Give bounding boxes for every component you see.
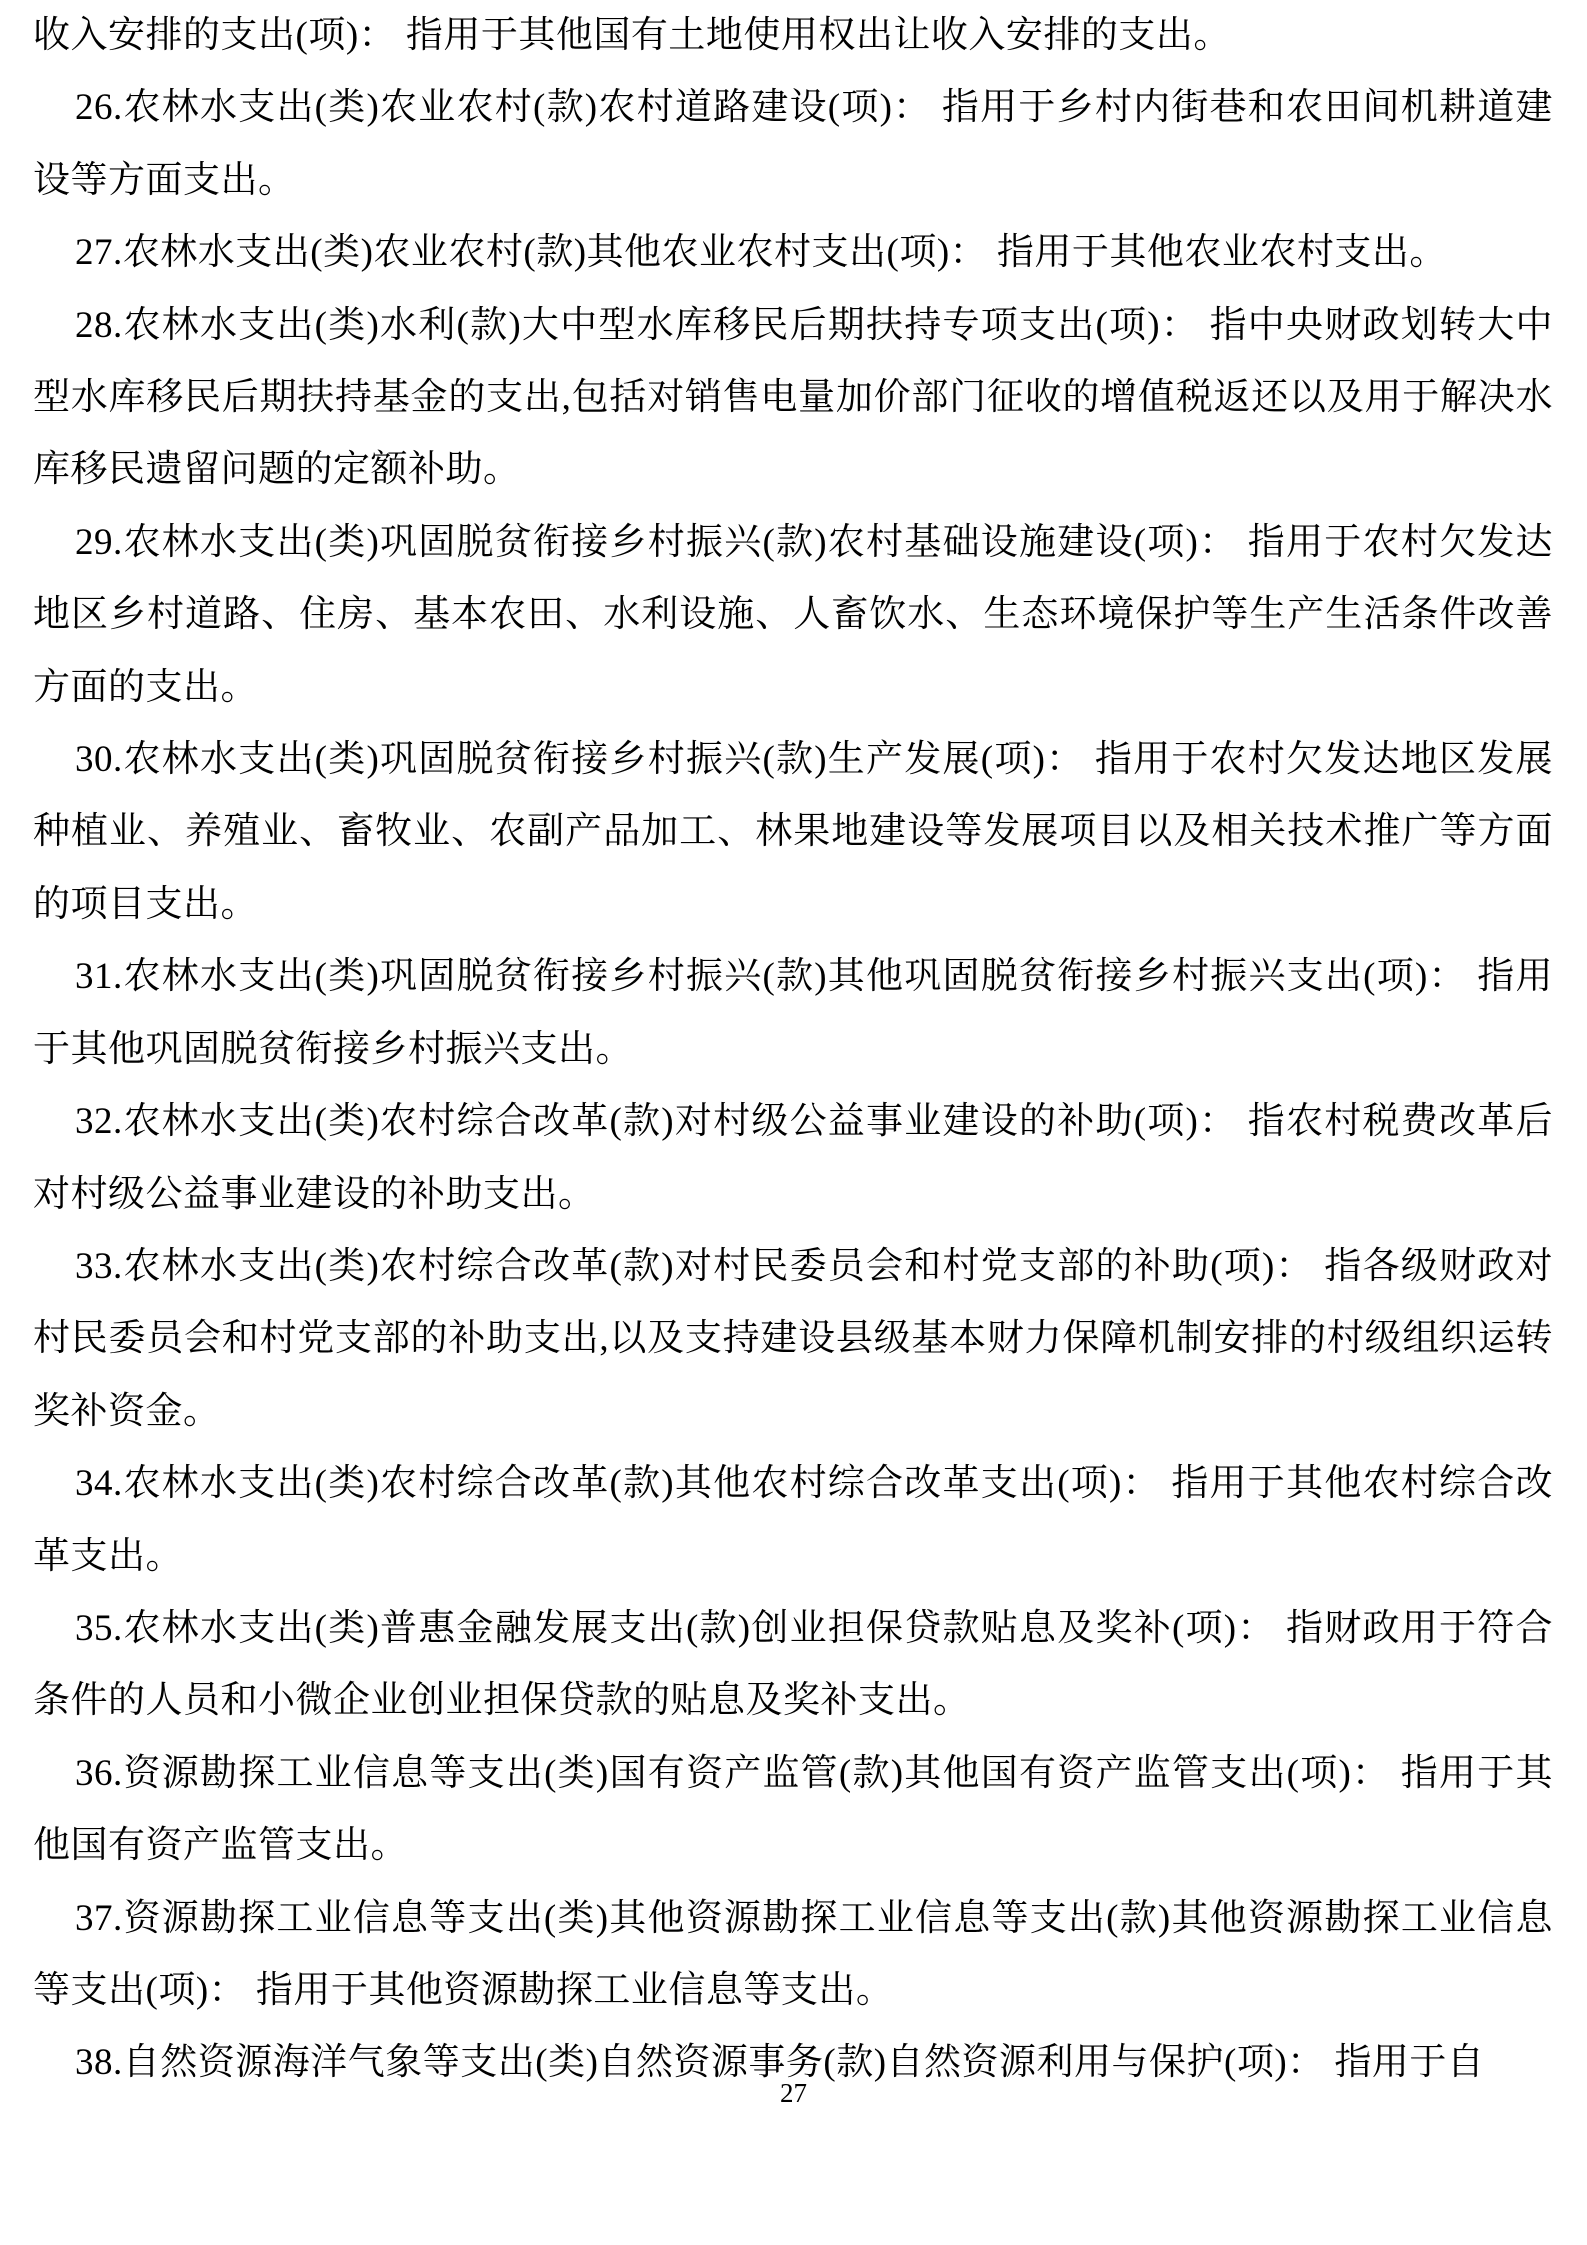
paragraph-continuation: 收入安排的支出(项)： 指用于其他国有土地使用权出让收入安排的支出。 — [33, 15, 1231, 56]
paragraph-item-32: 32.农林水支出(类)农村综合改革(款)对村级公益事业建设的补助(项)： 指农村税费改革后对村级公益事业建设的补助支出。 — [33, 1101, 1553, 1215]
paragraph-item-27: 27.农林水支出(类)农业农村(款)其他农业农村支出(项)： 指用于其他农业农村支出。 — [75, 232, 1447, 274]
document-body — [33, 0, 1553, 2100]
paragraph-item-34: 34.农林水支出(类)农村综合改革(款)其他农村综合改革支出(项)： 指用于其他农村综合改革支出。 — [33, 1463, 1553, 1577]
paragraph-item-31: 31.农林水支出(类)巩固脱贫衔接乡村振兴(款)其他巩固脱贫衔接乡村振兴支出(项)： 指用于其他巩固脱贫衔接乡村振兴支出。 — [33, 956, 1553, 1070]
paragraph-item-26: 26.农林水支出(类)农业农村(款)农村道路建设(项)： 指用于乡村内街巷和农田间机耕道建设等方面支出。 — [33, 87, 1553, 201]
paragraph-item-35: 35.农林水支出(类)普惠金融发展支出(款)创业担保贷款贴息及奖补(项)： 指财政用于符合条件的人员和小微企业创业担保贷款的贴息及奖补支出。 — [33, 1607, 1553, 1722]
paragraph-item-29: 29.农林水支出(类)巩固脱贫衔接乡村振兴(款)农村基础设施建设(项)： 指用于农村欠发达地区乡村道路、住房、基本农田、水利设施、人畜饮水、生态环境保护等生产生活条件改善方面的支出。 — [33, 521, 1553, 708]
paragraph-item-30: 30.农林水支出(类)巩固脱贫衔接乡村振兴(款)生产发展(项)： 指用于农村欠发达地区发展种植业、养殖业、畜牧业、农副产品加工、林果地建设等发展项目以及相关技术推广等方面的项目支出。 — [33, 739, 1553, 925]
page-number: 27 — [780, 2078, 807, 2108]
paragraph-item-37: 37.资源勘探工业信息等支出(类)其他资源勘探工业信息等支出(款)其他资源勘探工业信息等支出(项)： 指用于其他资源勘探工业信息等支出。 — [33, 1897, 1553, 2011]
paragraph-item-38: 38.自然资源海洋气象等支出(类)自然资源事务(款)自然资源利用与保护(项)： 指用于自 — [75, 2042, 1485, 2084]
paragraph-item-33: 33.农林水支出(类)农村综合改革(款)对村民委员会和村党支部的补助(项)： 指各级财政对村民委员会和村党支部的补助支出,以及支持建设县级基本财力保障机制安排的村级组织运转奖补资金。 — [33, 1245, 1553, 1432]
paragraph-item-36: 36.资源勘探工业信息等支出(类)国有资产监管(款)其他国有资产监管支出(项)： 指用于其他国有资产监管支出。 — [33, 1752, 1553, 1867]
paragraph-item-28: 28.农林水支出(类)水利(款)大中型水库移民后期扶持专项支出(项)： 指中央财政划转大中型水库移民后期扶持基金的支出,包括对销售电量加价部门征收的增值税返还以及用于解决水库移民遗留问题的定额补助。 — [33, 304, 1553, 491]
